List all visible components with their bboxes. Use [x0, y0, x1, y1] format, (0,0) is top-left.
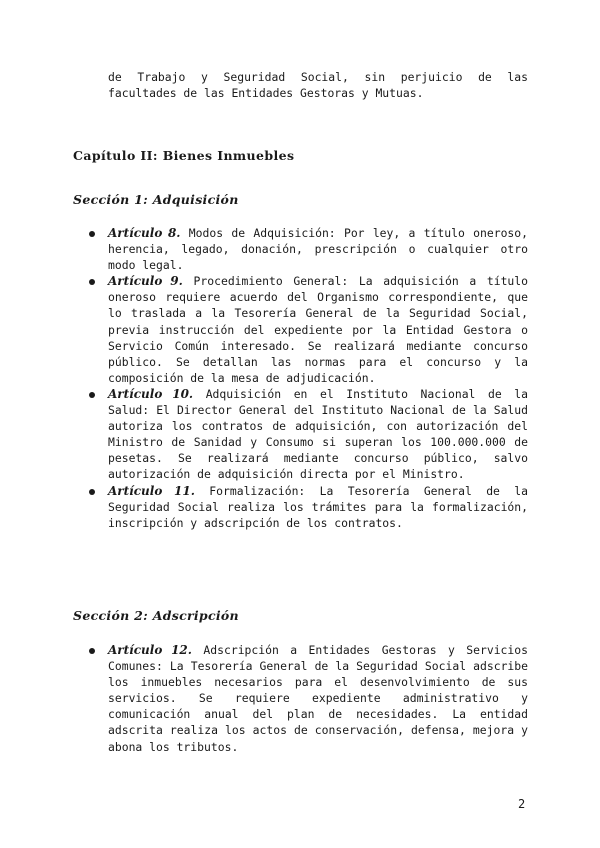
article-paragraph: Artículo 11. Formalización: La Tesorería General de la Seguridad Social realiza los trámites para la formalización, inscripción y adscripción de los contratos. [108, 483, 528, 530]
article-text: Formalización: La Tesorería General de la Seguridad Social realiza los trámites para la formalización, inscripción y adscripción de los contratos. [108, 483, 528, 530]
intro-paragraph: de Trabajo y Seguridad Social, sin perjuicio de las facultades de las Entidades Gestoras y Mutuas. [108, 70, 528, 101]
article-label: Artículo 12 [108, 643, 188, 657]
article-paragraph: Artículo 9. Procedimiento General: La adquisición a título oneroso requiere acuerdo del Organismo correspondiente, que lo traslada a la Tesorería General de la Seguridad Social, previa instrucción del expediente por la Entidad Gestora o Servicio Común interesado. Se realizará mediante concurso público. Se detallan las normas para el concurso y la composición de la mesa de adjudicación. [108, 274, 529, 385]
article-list-adquisicion [89, 225, 528, 531]
article-paragraph: Artículo 12. Adscripción a Entidades Gestoras y Servicios Comunes: La Tesorería General de la Seguridad Social adscribe los inmuebles necesarios para el desenvolvimiento de sus servicios. Se requiere expediente administrativo y comunicación anual del plan de necesidades. La entidad adscrita realiza los actos de conservación, defensa, mejora y abona los tributos. [108, 643, 528, 754]
section-title-adquisicion: Sección 1: Adquisición [73, 192, 239, 207]
list-item-articulo-8 [89, 225, 528, 273]
chapter-title: Capítulo II: Bienes Inmuebles [73, 148, 295, 163]
article-label: Artículo 11 [108, 483, 191, 498]
bullet-icon [89, 392, 95, 398]
bullet-icon [89, 279, 95, 285]
article-list-adscripcion [89, 642, 528, 755]
article-text: Modos de Adquisición: Por ley, a título oneroso, herencia, legado, donación, prescripción o cualquier otro modo legal. [108, 226, 529, 273]
article-text: Adquisición en el Instituto Nacional de la Salud: El Director General del Instituto Nacional de la Salud autoriza los contratos de adquisición, con autorización del Ministro de Sanidad y Consumo si superan los 100.000.000 de pesetas. Se realizará mediante concurso público, salvo autorización de adquisición directa por el Ministro. [108, 386, 528, 482]
article-label: Artículo 8 [108, 226, 177, 240]
bullet-icon [89, 231, 95, 237]
article-label: Artículo 10 [108, 386, 189, 401]
article-paragraph: Artículo 10. Adquisición en el Instituto Nacional de la Salud: El Director General del Instituto Nacional de la Salud autoriza los contratos de adquisición, con autorización del Ministro de Sanidad y Consumo si superan los 100.000.000 de pesetas. Se realizará mediante concurso público, salvo autorización de adquisición directa por el Ministro. [108, 386, 528, 482]
article-text: Adscripción a Entidades Gestoras y Servicios Comunes: La Tesorería General de la Seguridad Social adscribe los inmuebles necesarios para el desenvolvimiento de sus servicios. Se requiere expediente administrativo y comunicación anual del plan de necesidades. La entidad adscrita realiza los actos de conservación, defensa, mejora y abona los tributos. [108, 643, 528, 754]
section-title-adscripcion: Sección 2: Adscripción [73, 608, 239, 623]
article-label: Artículo 9 [108, 274, 179, 289]
list-item-articulo-12 [89, 642, 528, 755]
article-paragraph: Artículo 8. Modos de Adquisición: Por ley, a título oneroso, herencia, legado, donación, prescripción o cualquier otro modo legal. [108, 226, 529, 273]
page-number: 2 [518, 797, 526, 811]
article-text: Procedimiento General: La adquisición a título oneroso requiere acuerdo del Organismo correspondiente, que lo traslada a la Tesorería General de la Seguridad Social, previa instrucción del expediente por la Entidad Gestora o Servicio Común interesado. Se realizará mediante concurso público. Se detallan las normas para el concurso y la composición de la mesa de adjudicación. [108, 274, 529, 385]
list-item-articulo-10 [89, 386, 528, 483]
list-item-articulo-9 [89, 273, 528, 386]
list-item-articulo-11 [89, 483, 528, 531]
bullet-icon [89, 648, 95, 654]
bullet-icon [89, 489, 95, 495]
